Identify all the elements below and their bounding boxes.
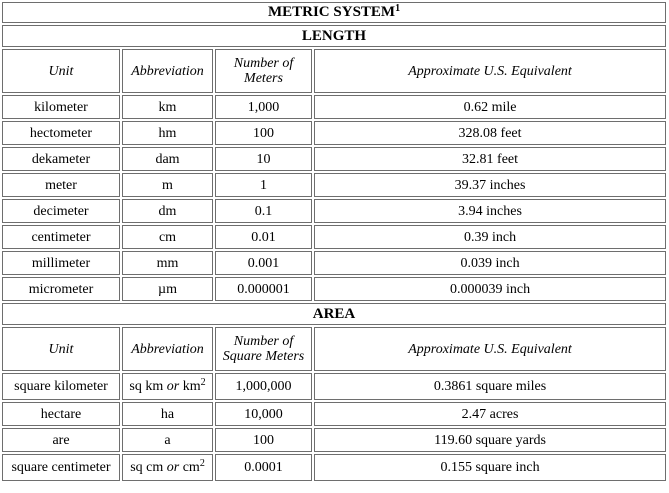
title-footnote: 1 [395,3,401,14]
area-col-number-line1: Number of [233,334,294,349]
abbreviation-alt: km [182,379,201,394]
abbreviation-primary: sq cm [130,460,164,475]
abbreviation-cell [122,454,213,481]
abbreviation-or: or [166,379,180,394]
abbreviation-cell: dm [122,199,213,223]
table-row [2,402,666,426]
length-col-number [215,49,312,93]
area-header-row [2,327,666,371]
equivalent-cell: 0.62 mile [314,95,666,119]
number-cell: 10,000 [215,402,312,426]
unit-cell: square kilometer [2,373,120,400]
length-col-number-line2: Meters [244,71,283,86]
length-col-unit: Unit [2,49,120,93]
abbreviation-cell [122,373,213,400]
area-col-number-line2: Square Meters [222,349,305,364]
table-row [2,95,666,119]
table-row [2,147,666,171]
unit-cell: kilometer [2,95,120,119]
number-cell: 1,000,000 [215,373,312,400]
area-col-equivalent: Approximate U.S. Equivalent [314,327,666,371]
unit-cell: dekameter [2,147,120,171]
unit-cell: hectare [2,402,120,426]
area-col-number [215,327,312,371]
area-col-unit: Unit [2,327,120,371]
unit-cell: meter [2,173,120,197]
number-cell: 1,000 [215,95,312,119]
table-row [2,373,666,400]
unit-cell: square centimeter [2,454,120,481]
title-text: METRIC SYSTEM [267,4,396,20]
unit-cell: are [2,428,120,452]
table-row [2,277,666,301]
abbreviation-or: or [166,460,180,475]
number-cell: 0.001 [215,251,312,275]
unit-cell: millimeter [2,251,120,275]
equivalent-cell: 0.155 square inch [314,454,666,481]
table-row [2,199,666,223]
abbreviation-superscript: 2 [199,458,205,469]
equivalent-cell: 328.08 feet [314,121,666,145]
abbreviation-cell: m [122,173,213,197]
table-row [2,428,666,452]
abbreviation-primary: sq km [129,379,164,394]
equivalent-cell: 32.81 feet [314,147,666,171]
abbreviation-cell: dam [122,147,213,171]
number-cell: 1 [215,173,312,197]
equivalent-cell: 0.39 inch [314,225,666,249]
abbreviation-cell: µm [122,277,213,301]
number-cell: 0.000001 [215,277,312,301]
abbreviation-cell: mm [122,251,213,275]
abbreviation-alt: cm [182,460,200,475]
abbreviation-cell: a [122,428,213,452]
length-col-number-line1: Number of [233,56,294,71]
equivalent-cell: 119.60 square yards [314,428,666,452]
equivalent-cell: 0.039 inch [314,251,666,275]
number-cell: 100 [215,121,312,145]
abbreviation-cell: hm [122,121,213,145]
abbreviation-superscript: 2 [200,377,206,388]
unit-cell: micrometer [2,277,120,301]
table-row [2,173,666,197]
abbreviation-cell: km [122,95,213,119]
equivalent-cell: 0.000039 inch [314,277,666,301]
equivalent-cell: 2.47 acres [314,402,666,426]
table-row [2,251,666,275]
area-section-heading: AREA [2,303,666,325]
table-row [2,225,666,249]
unit-cell: decimeter [2,199,120,223]
number-cell: 0.0001 [215,454,312,481]
table-row [2,454,666,481]
length-col-equivalent: Approximate U.S. Equivalent [314,49,666,93]
equivalent-cell: 0.3861 square miles [314,373,666,400]
table-title [2,2,666,23]
equivalent-cell: 3.94 inches [314,199,666,223]
equivalent-cell: 39.37 inches [314,173,666,197]
number-cell: 100 [215,428,312,452]
abbreviation-cell: cm [122,225,213,249]
number-cell: 0.1 [215,199,312,223]
number-cell: 10 [215,147,312,171]
abbreviation-cell: ha [122,402,213,426]
unit-cell: hectometer [2,121,120,145]
length-col-abbreviation: Abbreviation [122,49,213,93]
length-section-heading: LENGTH [2,25,666,47]
length-header-row [2,49,666,93]
number-cell: 0.01 [215,225,312,249]
area-col-abbreviation: Abbreviation [122,327,213,371]
unit-cell: centimeter [2,225,120,249]
table-row [2,121,666,145]
